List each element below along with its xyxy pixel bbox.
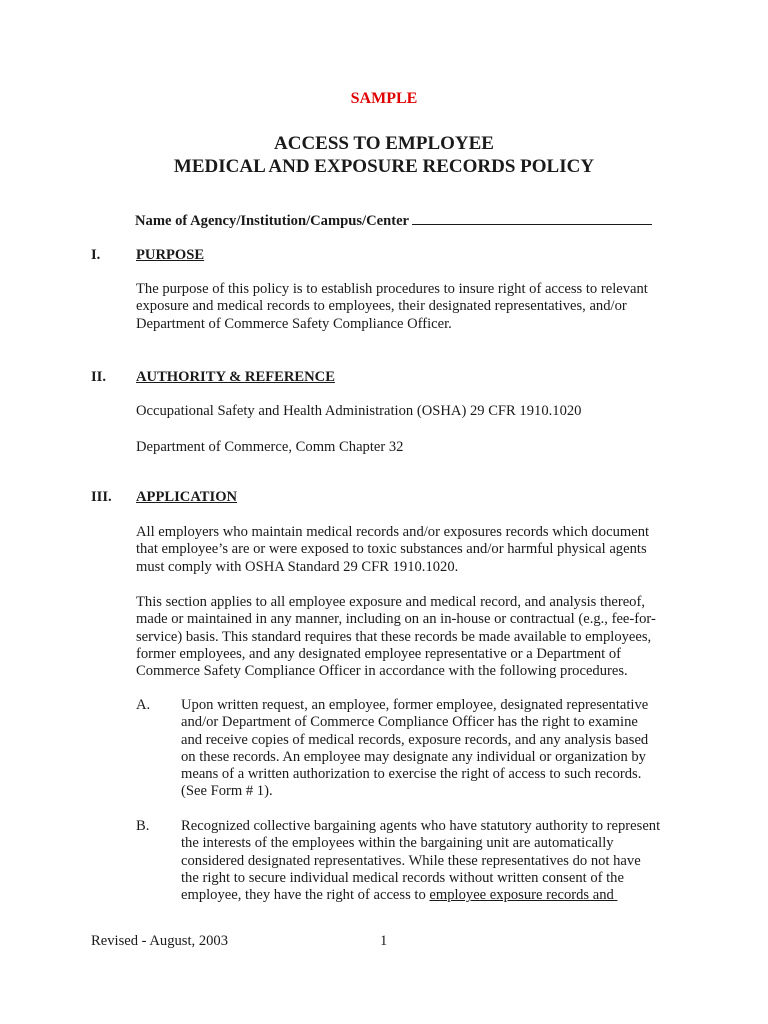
purpose-paragraph bbox=[136, 281, 676, 333]
item-b-letter: B. bbox=[136, 818, 150, 834]
item-b-text bbox=[181, 818, 701, 904]
paragraph-line: Commerce Safety Compliance Officer in accordance with the following procedures. bbox=[136, 663, 628, 680]
paragraph-line: former employees, and any designated employee representative or a Department of bbox=[136, 645, 622, 662]
purpose-line: exposure and medical records to employees, their designated representatives, and/or bbox=[136, 298, 627, 315]
authority-reference-osha: Occupational Safety and Health Administration (OSHA) 29 CFR 1910.1020 bbox=[136, 403, 582, 419]
document-title-line-1: ACCESS TO EMPLOYEE bbox=[274, 133, 494, 154]
footer-revised-date: Revised - August, 2003 bbox=[91, 933, 229, 949]
item-line: the interests of the employees within the bargaining unit are automatically bbox=[181, 835, 614, 852]
item-line: the right to secure individual medical records without written consent of the bbox=[181, 869, 624, 886]
agency-name-blank bbox=[412, 211, 652, 225]
section-heading-application: APPLICATION bbox=[136, 489, 238, 505]
application-paragraph-2 bbox=[136, 594, 676, 680]
sample-label: SAMPLE bbox=[350, 90, 418, 107]
item-line: (See Form # 1). bbox=[181, 783, 273, 800]
item-line: and/or Department of Commerce Compliance Officer has the right to examine bbox=[181, 714, 638, 731]
item-line: and receive copies of medical records, exposure records, and any analysis based bbox=[181, 731, 649, 748]
item-a-text bbox=[181, 697, 701, 801]
item-b-underlined-phrase: employee exposure records and bbox=[429, 887, 618, 904]
section-number-authority: II. bbox=[91, 369, 107, 385]
application-paragraph-1 bbox=[136, 524, 676, 576]
purpose-line: The purpose of this policy is to establish procedures to insure right of access to relevant bbox=[136, 281, 648, 297]
item-line: Upon written request, an employee, former employee, designated representative bbox=[181, 697, 649, 713]
agency-name-label: Name of Agency/Institution/Campus/Center bbox=[135, 213, 409, 229]
section-heading-authority: AUTHORITY & REFERENCE bbox=[136, 369, 335, 385]
paragraph-line: that employee’s are or were exposed to toxic substances and/or harmful physical agents bbox=[136, 541, 647, 558]
section-heading-purpose: PURPOSE bbox=[136, 247, 205, 263]
item-line-last bbox=[181, 887, 701, 904]
item-b-last-line-prefix: employee, they have the right of access to bbox=[181, 887, 430, 904]
paragraph-line: All employers who maintain medical records and/or exposures records which document bbox=[136, 524, 650, 540]
section-number-purpose: I. bbox=[91, 247, 101, 263]
item-line: considered designated representatives. While these representatives do not have bbox=[181, 852, 641, 869]
paragraph-line: service) basis. This standard requires that these records be made available to employees, bbox=[136, 628, 652, 645]
item-line: on these records. An employee may designate any individual or organization by bbox=[181, 748, 646, 765]
footer-page-number: 1 bbox=[380, 933, 388, 949]
paragraph-line: made or maintained in any manner, including on an in-house or contractual (e.g., fee-for- bbox=[136, 611, 656, 628]
purpose-line: Department of Commerce Safety Compliance Officer. bbox=[136, 315, 452, 332]
agency-name-field bbox=[135, 211, 652, 230]
paragraph-line: This section applies to all employee exposure and medical record, and analysis thereof, bbox=[136, 594, 645, 610]
item-line: means of a written authorization to exercise the right of access to such records. bbox=[181, 766, 642, 783]
document-title-line-2: MEDICAL AND EXPOSURE RECORDS POLICY bbox=[173, 156, 595, 177]
authority-reference-commerce: Department of Commerce, Comm Chapter 32 bbox=[136, 439, 404, 455]
section-number-application: III. bbox=[91, 489, 112, 505]
item-a-letter: A. bbox=[136, 697, 151, 713]
paragraph-line: must comply with OSHA Standard 29 CFR 1910.1020. bbox=[136, 558, 459, 575]
item-line: Recognized collective bargaining agents who have statutory authority to represent bbox=[181, 818, 661, 834]
